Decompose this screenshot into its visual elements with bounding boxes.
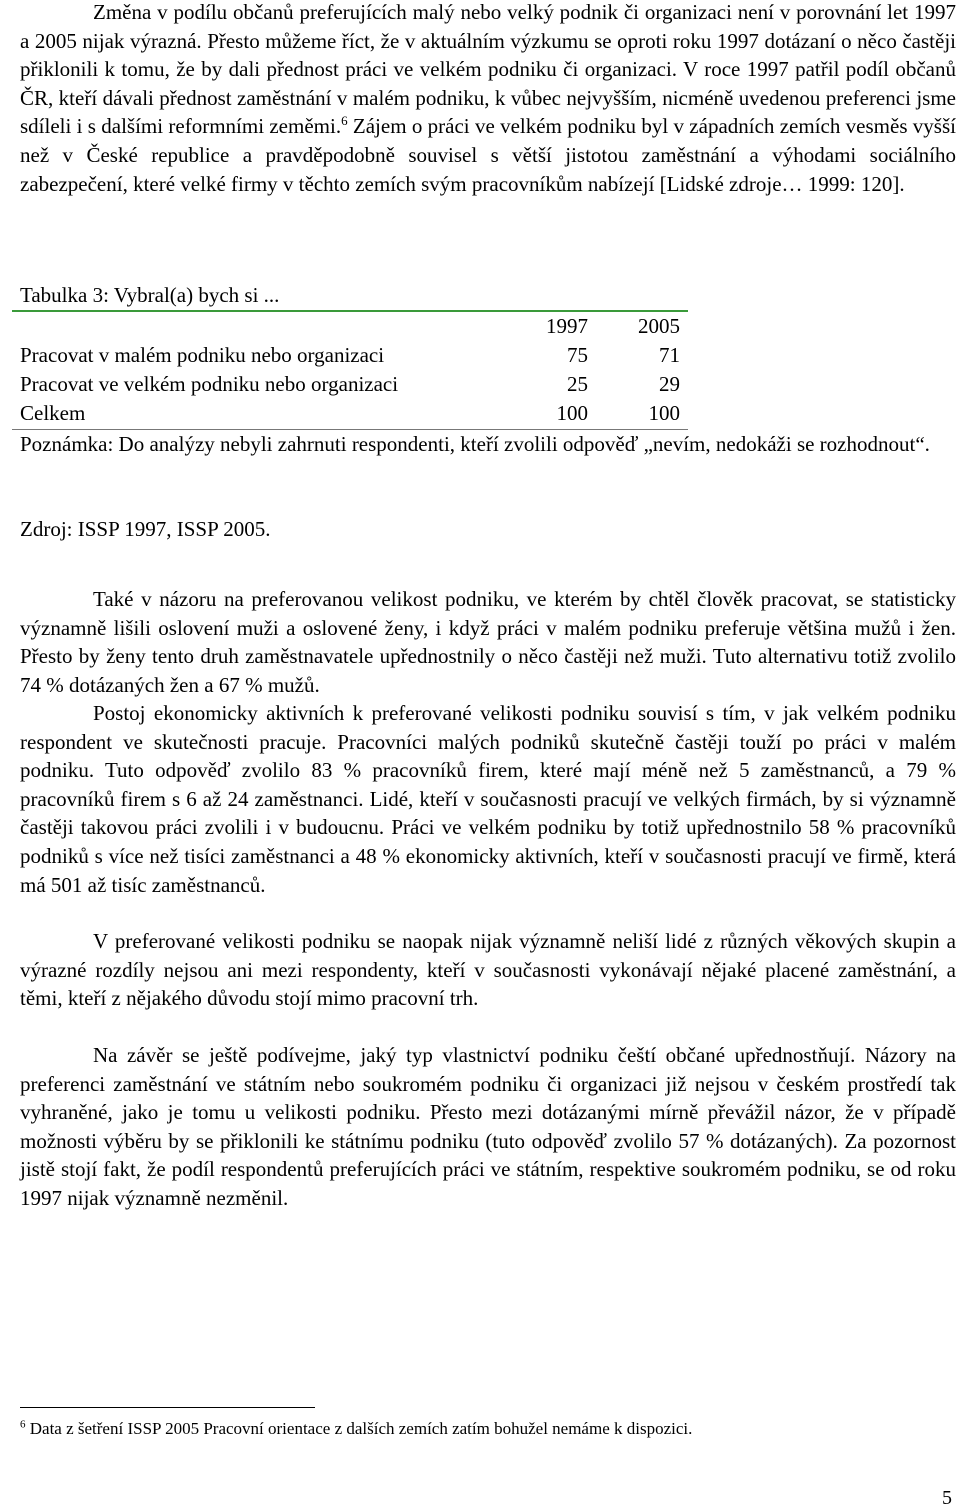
table-cell: 100 — [556, 401, 588, 425]
page-number: 5 — [942, 1487, 952, 1509]
table-cell: 29 — [659, 372, 680, 396]
paragraph-text: Změna v podílu občanů preferujících malý nebo velký podnik či organizaci není v porovnání let 1997 a 2005 nijak výrazná. Přesto můžeme říct, že v aktuálním výzkumu se oproti roku 1997 dotázaní o něco častěji přiklonili k tomu, že by dali přednost práci ve velkém podniku či organizaci. V roce 1997 patřil podíl občanů ČR, kteří dávali přednost zaměstnání v malém podniku, k vůbec nejvyšším, nicméně uvedenou preferenci jsme sdíleli i s dalšími reformními zeměmi. — [20, 0, 956, 139]
paragraph-ownership: Na závěr se ještě podívejme, jaký typ vlastnictví podniku čeští občané upřednostňují. Názory na preferenci zaměstnání ve státním nebo soukromém podniku či organizaci již nejsou v českém prostředí tak vyhraněné, jako je tomu u velikosti podniku. Přesto mezi dotázanými mírně převážil názor, že v případě možnosti výběru by se přiklonili ke státnímu podniku (tuto odpověď zvolilo 57 % dotázaných). Za pozornost jistě stojí fakt, že podíl respondentů preferujících práci ve státním, respektive soukromém podniku, se od roku 1997 nijak významně nezměnil. — [20, 1043, 956, 1210]
paragraph-age: V preferované velikosti podniku se naopak nijak významně neliší lidé z různých věkových skupin a výrazné rozdíly nejsou ani mezi respondenty, kteří v současnosti vykonávají nějaké placené zaměstnání, a těmi, kteří z nějakého důvodu stojí mimo pracovní trh. — [20, 929, 956, 1011]
table-header-cell — [20, 312, 498, 341]
table-header-cell: 1997 — [546, 314, 588, 338]
paragraph-intro — [20, 0, 956, 198]
table-row — [20, 341, 680, 370]
table-row — [20, 399, 680, 428]
footnote-reference[interactable]: 6 — [341, 113, 348, 129]
table-note: Poznámka: Do analýzy nebyli zahrnuti respondenti, kteří zvolili odpověď „nevím, nedokáži se rozhodnout“. — [20, 432, 930, 456]
footnote-mark: 6 — [20, 1418, 26, 1431]
table-row-label: Pracovat ve velkém podniku nebo organizaci — [20, 372, 399, 396]
paragraph-text: Zájem o práci ve velkém podniku byl v západních zemích vesměs vyšší než v České republice a pravděpodobně souvisel s větší jistotou zaměstnání a výhodami sociálního zabezpečení, které velké firmy v těchto zemích svým pracovníkům nabízejí [Lidské zdroje… 1999: 120]. — [20, 114, 956, 196]
table-row — [20, 370, 680, 399]
table-source: Zdroj: ISSP 1997, ISSP 2005. — [20, 517, 271, 541]
table-row-label: Celkem — [20, 401, 86, 425]
data-table — [20, 312, 680, 428]
table-row-label: Pracovat v malém podniku nebo organizaci — [20, 343, 385, 367]
paragraph-firm-size: Postoj ekonomicky aktivních k preferované velikosti podniku souvisí s tím, v jak velkém podniku respondent ve skutečnosti pracuje. Pracovníci malých podniků skutečně častěji touží po práci v malém podniku. Tuto odpověď zvolilo 83 % pracovníků firem, které mají méně než 5 zaměstnanců, a 79 % pracovníků firem s 6 až 24 zaměstnanci. Lidé, kteří v současnosti pracují ve velkých firmách, by si významně častěji takovou práci zvolili i v budoucnu. Práci ve velkém podniku by totiž upřednostnilo 58 % pracovníků podniků s více než tisíci zaměstnanci a 48 % ekonomicky aktivních, kteří v současnosti pracují ve firmě, která má 501 až tisíc zaměstnanců. — [20, 701, 956, 897]
paragraph-gender: Také v názoru na preferovanou velikost podniku, ve kterém by chtěl člověk pracovat, se statisticky významně lišili oslovení muži a oslovené ženy, i když práci v malém podniku preferuje většina mužů i žen. Přesto by ženy tento druh zaměstnavatele upřednostnily o něco častěji než muži. Tuto alternativu totiž zvolilo 74 % dotázaných žen a 67 % mužů. — [20, 587, 956, 697]
footnote-separator — [20, 1407, 315, 1408]
table-caption: Tabulka 3: Vybral(a) bych si ... — [20, 283, 280, 307]
table-header-cell: 2005 — [638, 314, 680, 338]
table-cell: 71 — [659, 343, 680, 367]
footnote — [20, 1418, 692, 1440]
table-cell: 100 — [648, 401, 680, 425]
table-header-row — [20, 312, 680, 341]
table-cell: 25 — [567, 372, 588, 396]
footnote-text: Data z šetření ISSP 2005 Pracovní orientace z dalších zemích zatím bohužel nemáme k dispozici. — [25, 1419, 693, 1438]
table-cell: 75 — [567, 343, 588, 367]
